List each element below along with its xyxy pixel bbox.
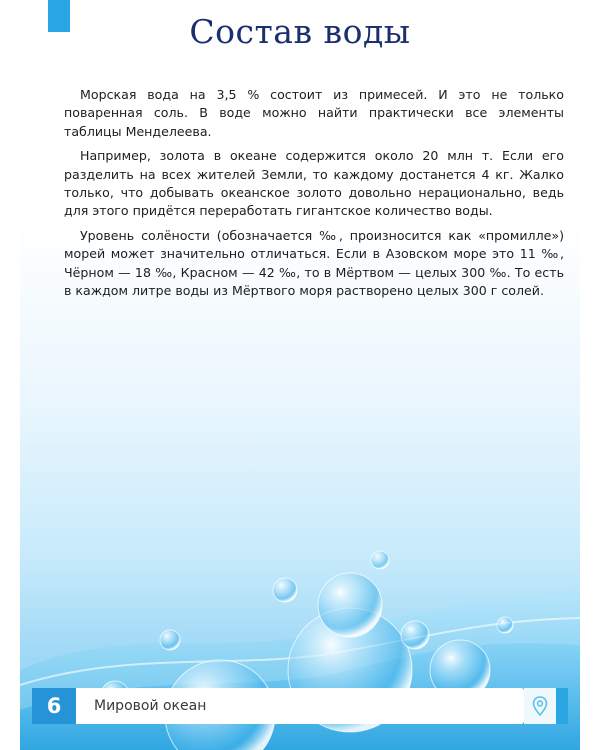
bubble <box>371 551 389 569</box>
bubble <box>273 578 297 602</box>
bubble <box>401 621 429 649</box>
article-body <box>64 86 564 306</box>
paragraph: Например, золота в океане содержится около 20 млн т. Если его разделить на всех жителей Земли, то каждому достанется 4 кг. Жалко только, что добывать океанское золото довольно нерационально, ведь для этого придётся переработать гигантское количество воды. <box>64 148 564 219</box>
footer-bar <box>76 688 524 724</box>
paragraph: Морская вода на 3,5 % состоит из примесей. И это не только поваренная соль. В воде можно найти практически все элементы таблицы Менделеева. <box>64 87 564 139</box>
footer-right-tab <box>556 688 568 724</box>
location-pin-icon <box>532 696 548 716</box>
page-footer <box>32 688 568 724</box>
paragraph: Уровень солёности (обозначается ‰, произносится как «промилле») морей может значительно отличаться. Если в Азовском море это 11 ‰, Чёрном — 18 ‰, Красном — 42 ‰, то в Мёртвом — целых 300 ‰. То есть в каждом литре воды из Мёртвого моря растворено целых 300 г солей. <box>64 227 564 299</box>
bubble <box>318 573 382 637</box>
bubble <box>497 617 513 633</box>
pin-box <box>524 688 556 724</box>
bubble <box>160 630 180 650</box>
page-number: 6 <box>32 688 76 724</box>
section-label: Мировой океан <box>94 698 207 714</box>
page-title: Состав воды <box>189 12 411 51</box>
